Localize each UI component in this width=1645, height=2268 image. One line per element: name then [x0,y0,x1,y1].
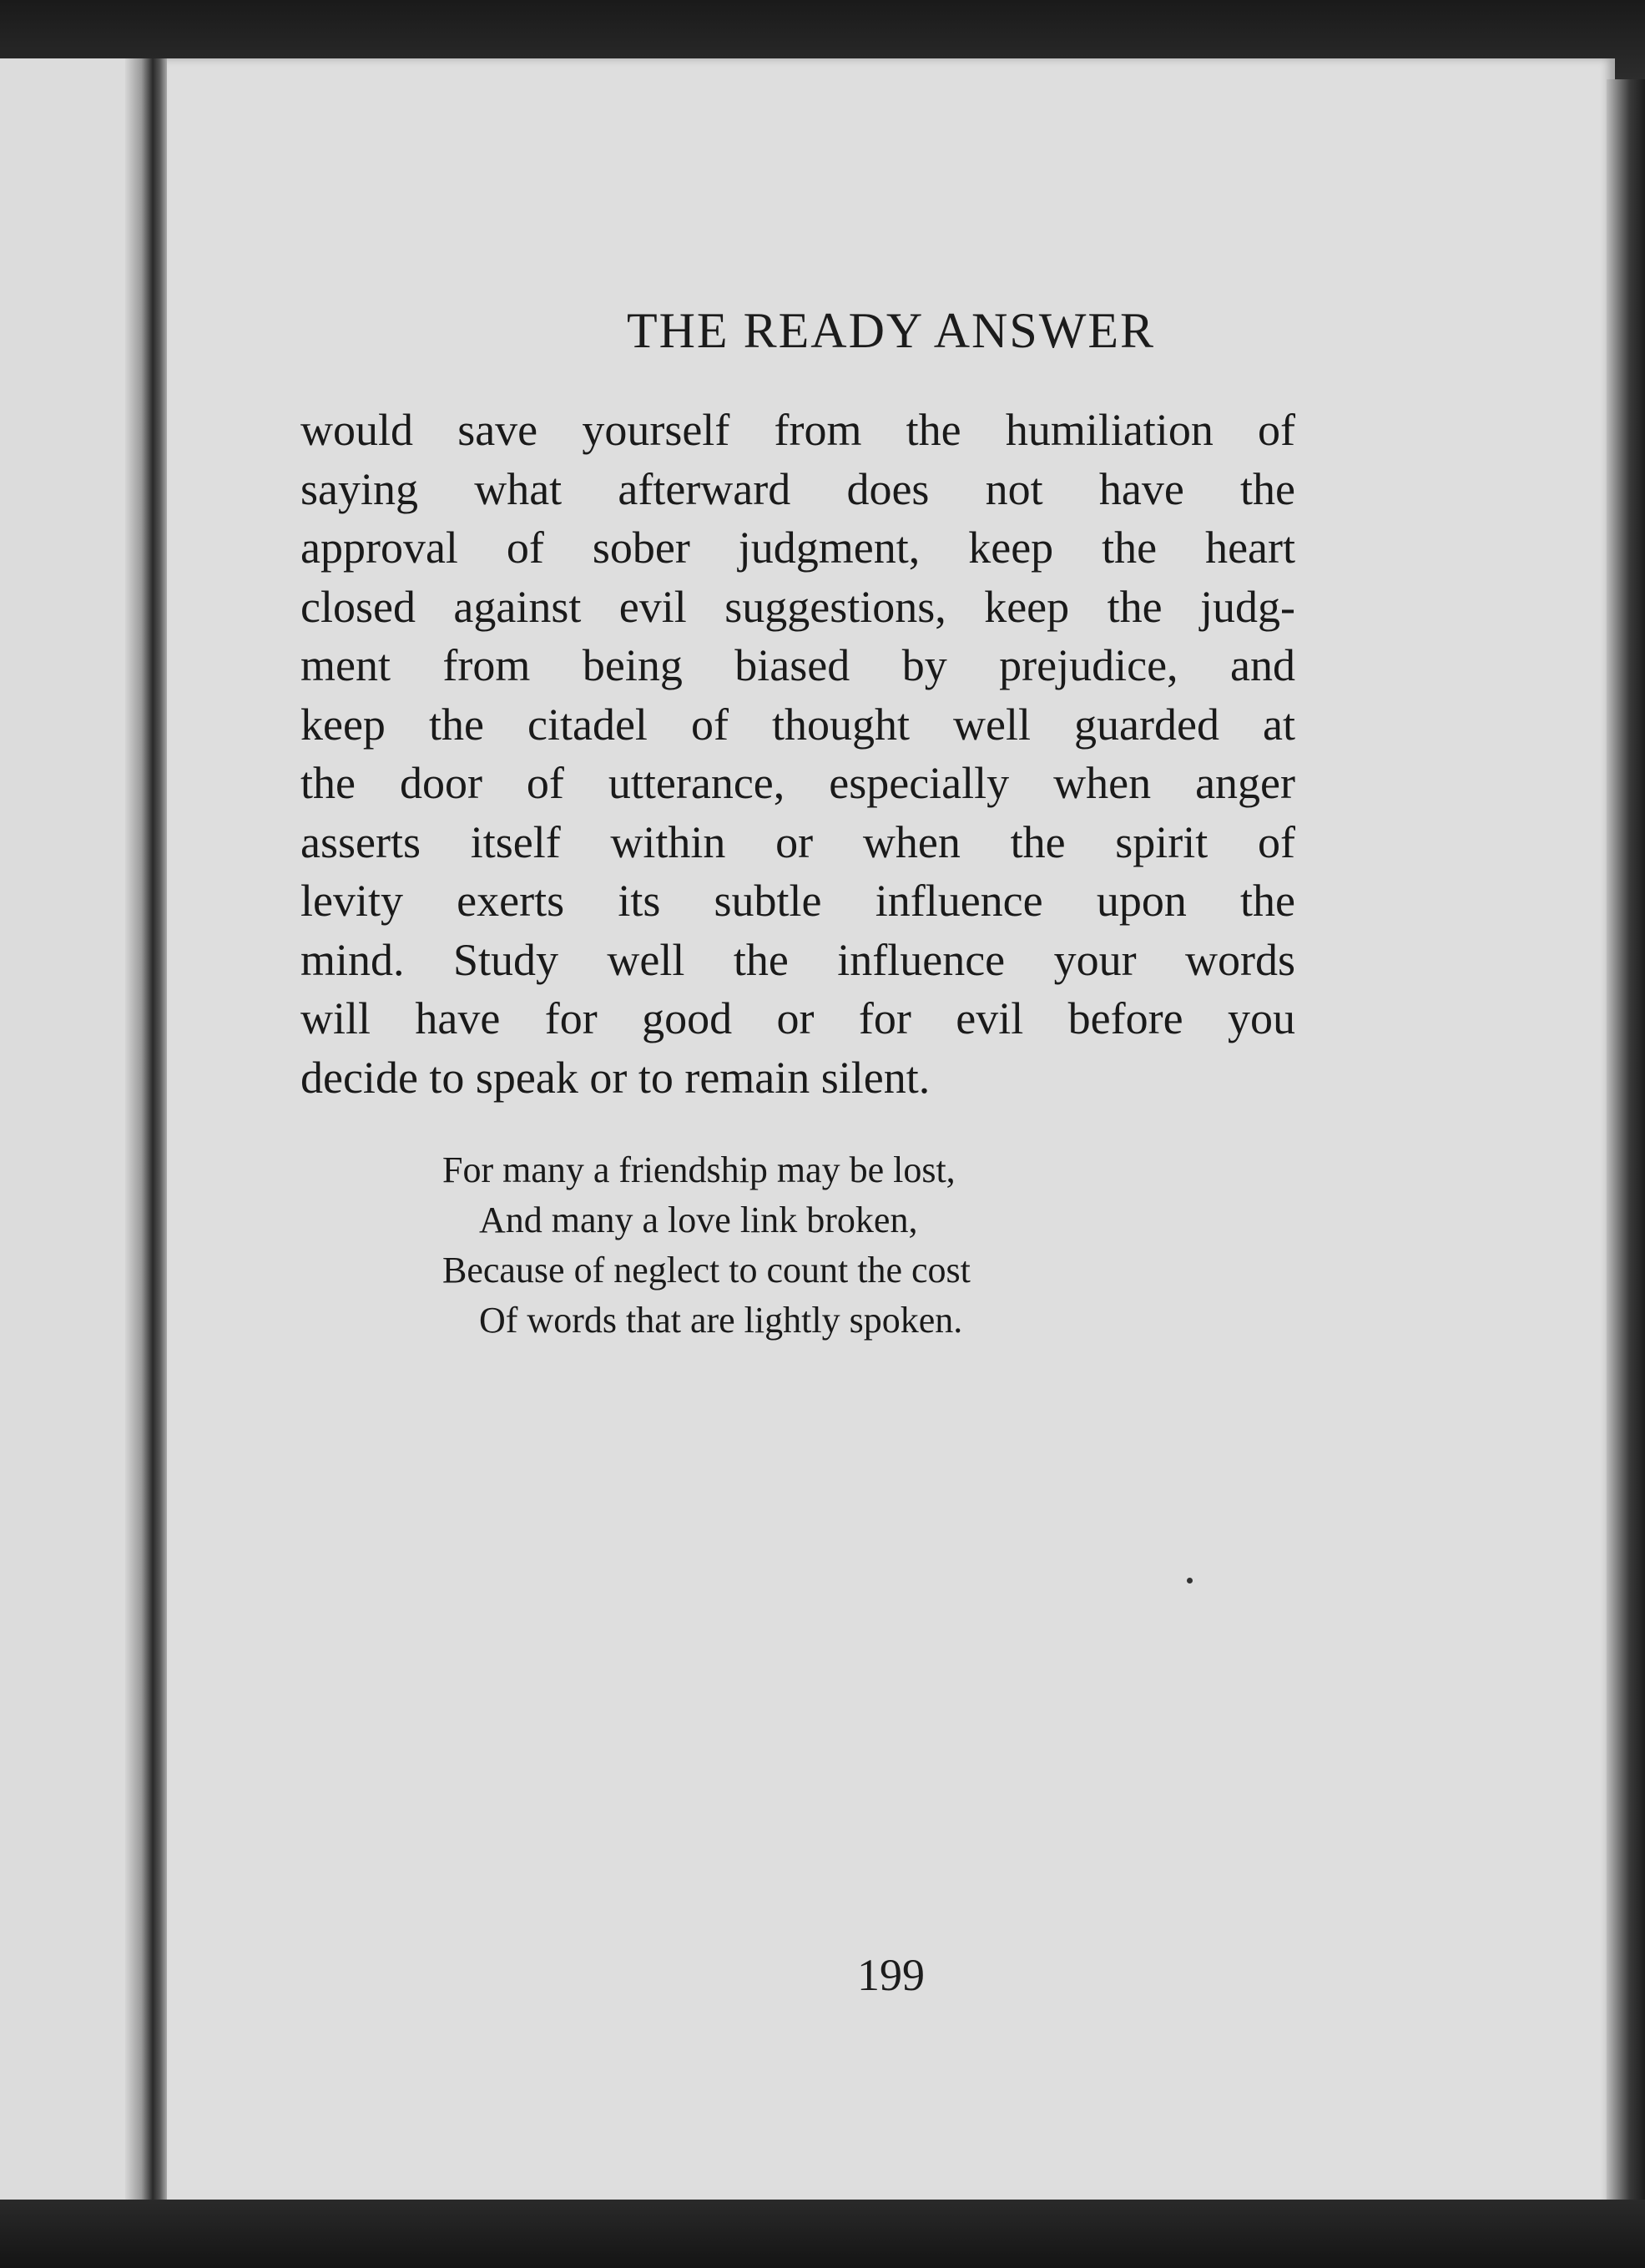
verse-line: Of words that are lightly spoken. [479,1300,963,1341]
running-head: THE READY ANSWER [626,303,1156,358]
scan-speck [1187,1578,1193,1584]
page-edge-shadow [1607,79,1645,2216]
body-line: ment from being biased by prejudice, and [300,640,1295,690]
body-line: saying what afterward does not have the [300,463,1295,514]
body-line: asserts itself within or when the spirit of [300,816,1295,867]
body-line: closed against evil suggestions, keep the judg- [300,581,1295,632]
book-page [167,58,1615,2212]
page-number: 199 [857,1950,925,2000]
body-line: would save yourself from the humiliation of [300,405,1295,455]
book-spine-shadow [125,58,171,2212]
verse-line: Because of neglect to count the cost [442,1250,971,1291]
body-paragraph [300,401,1295,1107]
verse-line: For many a friendship may be lost, [442,1149,956,1190]
verse-line: And many a love link broken, [479,1200,918,1240]
body-line: mind. Study well the influence your words [300,934,1295,985]
body-line: the door of utterance, especially when anger [300,758,1295,808]
body-line: keep the citadel of thought well guarded at [300,699,1295,750]
body-line: decide to speak or to remain silent. [300,1052,931,1103]
verse-stanza [442,1145,1193,1346]
body-line: approval of sober judgment, keep the heart [300,523,1295,573]
body-line: levity exerts its subtle influence upon the [300,876,1295,926]
body-line: will have for good or for evil before you [300,993,1295,1043]
scan-border-bottom [0,2200,1645,2268]
